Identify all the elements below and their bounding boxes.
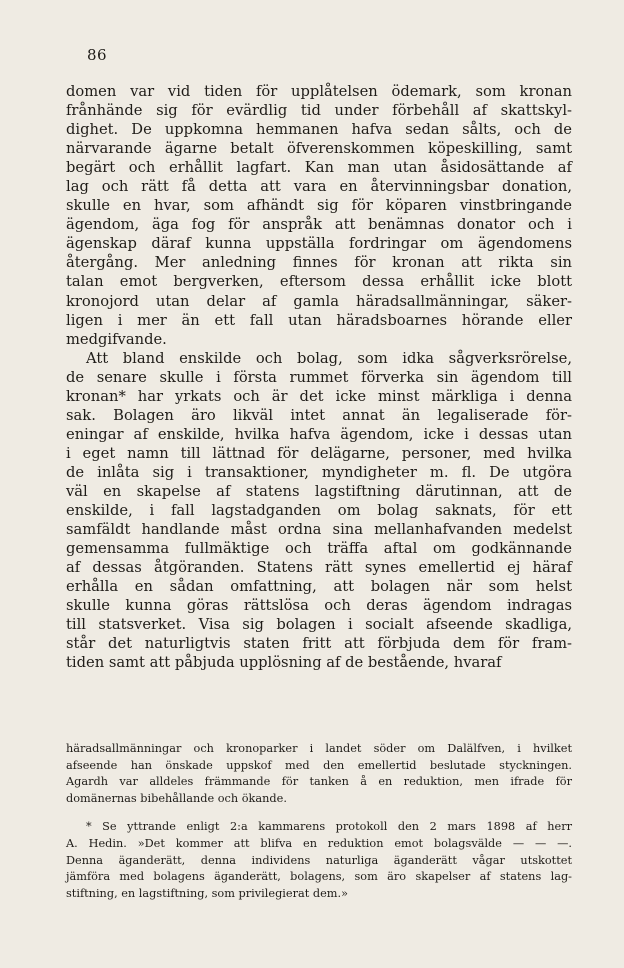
page-number: 86 [87, 46, 108, 64]
text-line: ägendom, äga fog för anspråk att benämnas donator och i [66, 216, 572, 234]
text-line: Denna äganderätt, denna individens naturliga äganderätt vågar utskottet [66, 853, 572, 867]
footnote-star [66, 819, 572, 902]
text-line: i eget namn till lättnad för delägarne, personer, med hvilka [66, 444, 572, 462]
footnote-continued [66, 741, 572, 807]
text-line: medgifvande. [66, 330, 167, 348]
text-line: står det naturligtvis staten fritt att förbjuda dem för fram- [66, 635, 572, 653]
text-line: närvarande ägarne betalt öfverenskommen köpeskilling, samt [66, 140, 572, 158]
text-line: erhålla en sådan omfattning, att bolagen när som helst [66, 578, 572, 596]
text-line: sak. Bolagen äro likväl intet annat än legaliserade för- [66, 406, 572, 424]
text-line: gemensamma fullmäktige och träffa aftal om godkännande [66, 540, 572, 558]
text-line: återgång. Mer anledning finnes för kronan att rikta sin [66, 254, 572, 272]
text-line: * Se yttrande enligt 2:a kammarens protokoll den 2 mars 1898 af herr [86, 820, 572, 834]
text-line: kronojord utan delar af gamla häradsallmänningar, säker- [66, 292, 572, 310]
text-line: A. Hedin. »Det kommer att blifva en reduktion emot bolagsvälde — — —. [66, 836, 572, 850]
text-line: de inlåta sig i transaktioner, myndigheter m. fl. De utgöra [66, 463, 572, 481]
text-line: eningar af enskilde, hvilka hafva ägendom, icke i dessas utan [66, 425, 572, 443]
text-line: ägenskap däraf kunna uppställa fordringar om ägendomens [66, 235, 572, 253]
text-line: dighet. De uppkomna hemmanen hafva sedan sålts, och de [66, 121, 572, 139]
text-line: kronan* har yrkats och är det icke minst märkliga i denna [66, 387, 572, 405]
text-line: stiftning, en lagstiftning, som privilegierat dem.» [66, 886, 348, 900]
footnotes [66, 741, 572, 902]
text-line: ligen i mer än ett fall utan häradsboarnes hörande eller [66, 311, 572, 329]
text-line: domen var vid tiden för upplåtelsen ödemark, som kronan [66, 83, 572, 100]
text-line: skulle kunna göras rättslösa och deras ägendom indragas [66, 597, 572, 615]
text-line: Att bland enskilde och bolag, som idka sågverksrörelse, [86, 349, 572, 367]
text-line: domänernas bibehållande och ökande. [66, 791, 287, 805]
text-line: Agardh var alldeles främmande för tanken å en reduktion, men ifrade för [66, 775, 572, 789]
text-line: tiden samt att påbjuda upplösning af de bestående, hvaraf [66, 654, 502, 672]
text-line: enskilde, i fall lagstadganden om bolag saknats, för ett [66, 502, 572, 520]
text-line: jämföra med bolagens äganderätt, bolagens, som äro skapelser af statens lag- [66, 870, 572, 884]
body-text [66, 82, 572, 672]
text-line: af dessas åtgöranden. Statens rätt synes emellertid ej häraf [66, 559, 572, 577]
text-line: talan emot bergverken, eftersom dessa erhållit icke blott [66, 273, 572, 291]
text-line: afseende han önskade uppskof med den emellertid beslutade styckningen. [66, 758, 572, 772]
text-line: skulle en hvar, som afhändt sig för köparen vinstbringande [66, 197, 572, 215]
text-line: lag och rätt få detta att vara en återvinningsbar donation, [66, 178, 572, 196]
text-line: begärt och erhållit lagfart. Kan man utan åsidosättande af [66, 159, 572, 177]
text-line: väl en skapelse af statens lagstiftning därutinnan, att de [66, 482, 572, 500]
text-line: de senare skulle i första rummet förverka sin ägendom till [66, 368, 572, 386]
text-line: samfäldt handlande måst ordna sina mellanhafvanden medelst [66, 521, 572, 539]
text-line: häradsallmänningar och kronoparker i landet söder om Dalälfven, i hvilket [66, 742, 572, 755]
text-line: till statsverket. Visa sig bolagen i socialt afseende skadliga, [66, 616, 572, 634]
text-line: frånhände sig för evärdlig tid under förbehåll af skattskyl- [66, 102, 572, 120]
